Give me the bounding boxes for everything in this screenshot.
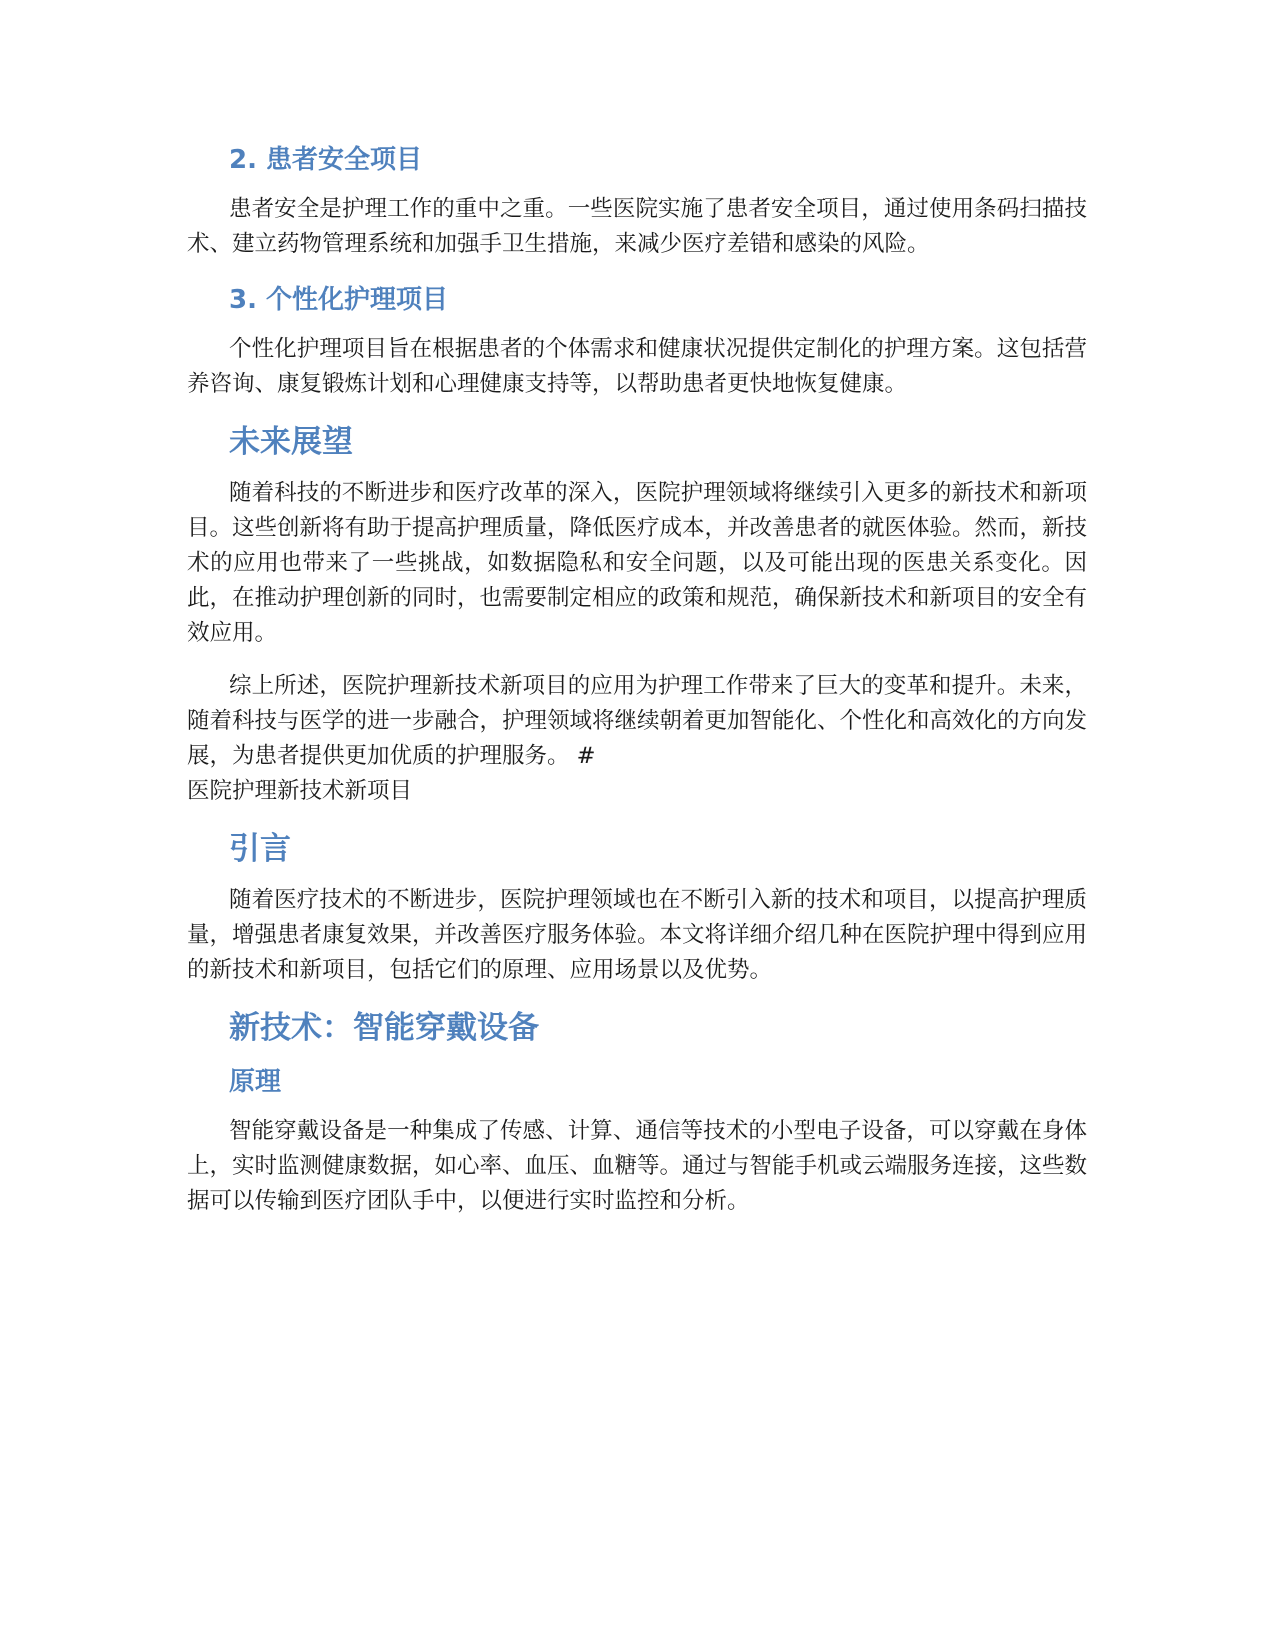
document-page	[187, 140, 1087, 1237]
heading-patient-safety: 2. 患者安全项目	[229, 145, 423, 175]
heading-wearable-devices: 新技术：智能穿戴设备	[229, 1010, 539, 1046]
document-title: 医院护理新技术新项目	[187, 778, 413, 804]
paragraph-personalized-care: 个性化护理项目旨在根据患者的个体需求和健康状况提供定制化的护理方案。这包括营养咨询、康复锻炼计划和心理健康支持等，以帮助患者更快地恢复健康。	[187, 336, 1087, 397]
heading-personalized-care: 3. 个性化护理项目	[229, 285, 449, 315]
paragraph-introduction: 随着医疗技术的不断进步，医院护理领域也在不断引入新的技术和项目，以提高护理质量，增强患者康复效果，并改善医疗服务体验。本文将详细介绍几种在医院护理中得到应用的新技术和新项目，包括它们的原理、应用场景以及优势。	[187, 887, 1088, 983]
paragraph-patient-safety: 患者安全是护理工作的重中之重。一些医院实施了患者安全项目，通过使用条码扫描技术、建立药物管理系统和加强手卫生措施，来减少医疗差错和感染的风险。	[187, 196, 1087, 257]
paragraph-summary: 综上所述，医院护理新技术新项目的应用为护理工作带来了巨大的变革和提升。未来，随着科技与医学的进一步融合，护理领域将继续朝着更加智能化、个性化和高效化的方向发展，为患者提供更加优质的护理服务。 #	[187, 673, 1088, 769]
heading-principle: 原理	[229, 1067, 282, 1097]
heading-future-outlook: 未来展望	[229, 424, 353, 460]
paragraph-principle: 智能穿戴设备是一种集成了传感、计算、通信等技术的小型电子设备，可以穿戴在身体上，实时监测健康数据，如心率、血压、血糖等。通过与智能手机或云端服务连接，这些数据可以传输到医疗团队手中，以便进行实时监控和分析。	[187, 1118, 1088, 1214]
heading-introduction: 引言	[229, 831, 291, 867]
paragraph-future-outlook: 随着科技的不断进步和医疗改革的深入，医院护理领域将继续引入更多的新技术和新项目。这些创新将有助于提高护理质量，降低医疗成本，并改善患者的就医体验。然而，新技术的应用也带来了一些挑战，如数据隐私和安全问题，以及可能出现的医患关系变化。因此，在推动护理创新的同时，也需要制定相应的政策和规范，确保新技术和新项目的安全有效应用。	[187, 480, 1088, 646]
